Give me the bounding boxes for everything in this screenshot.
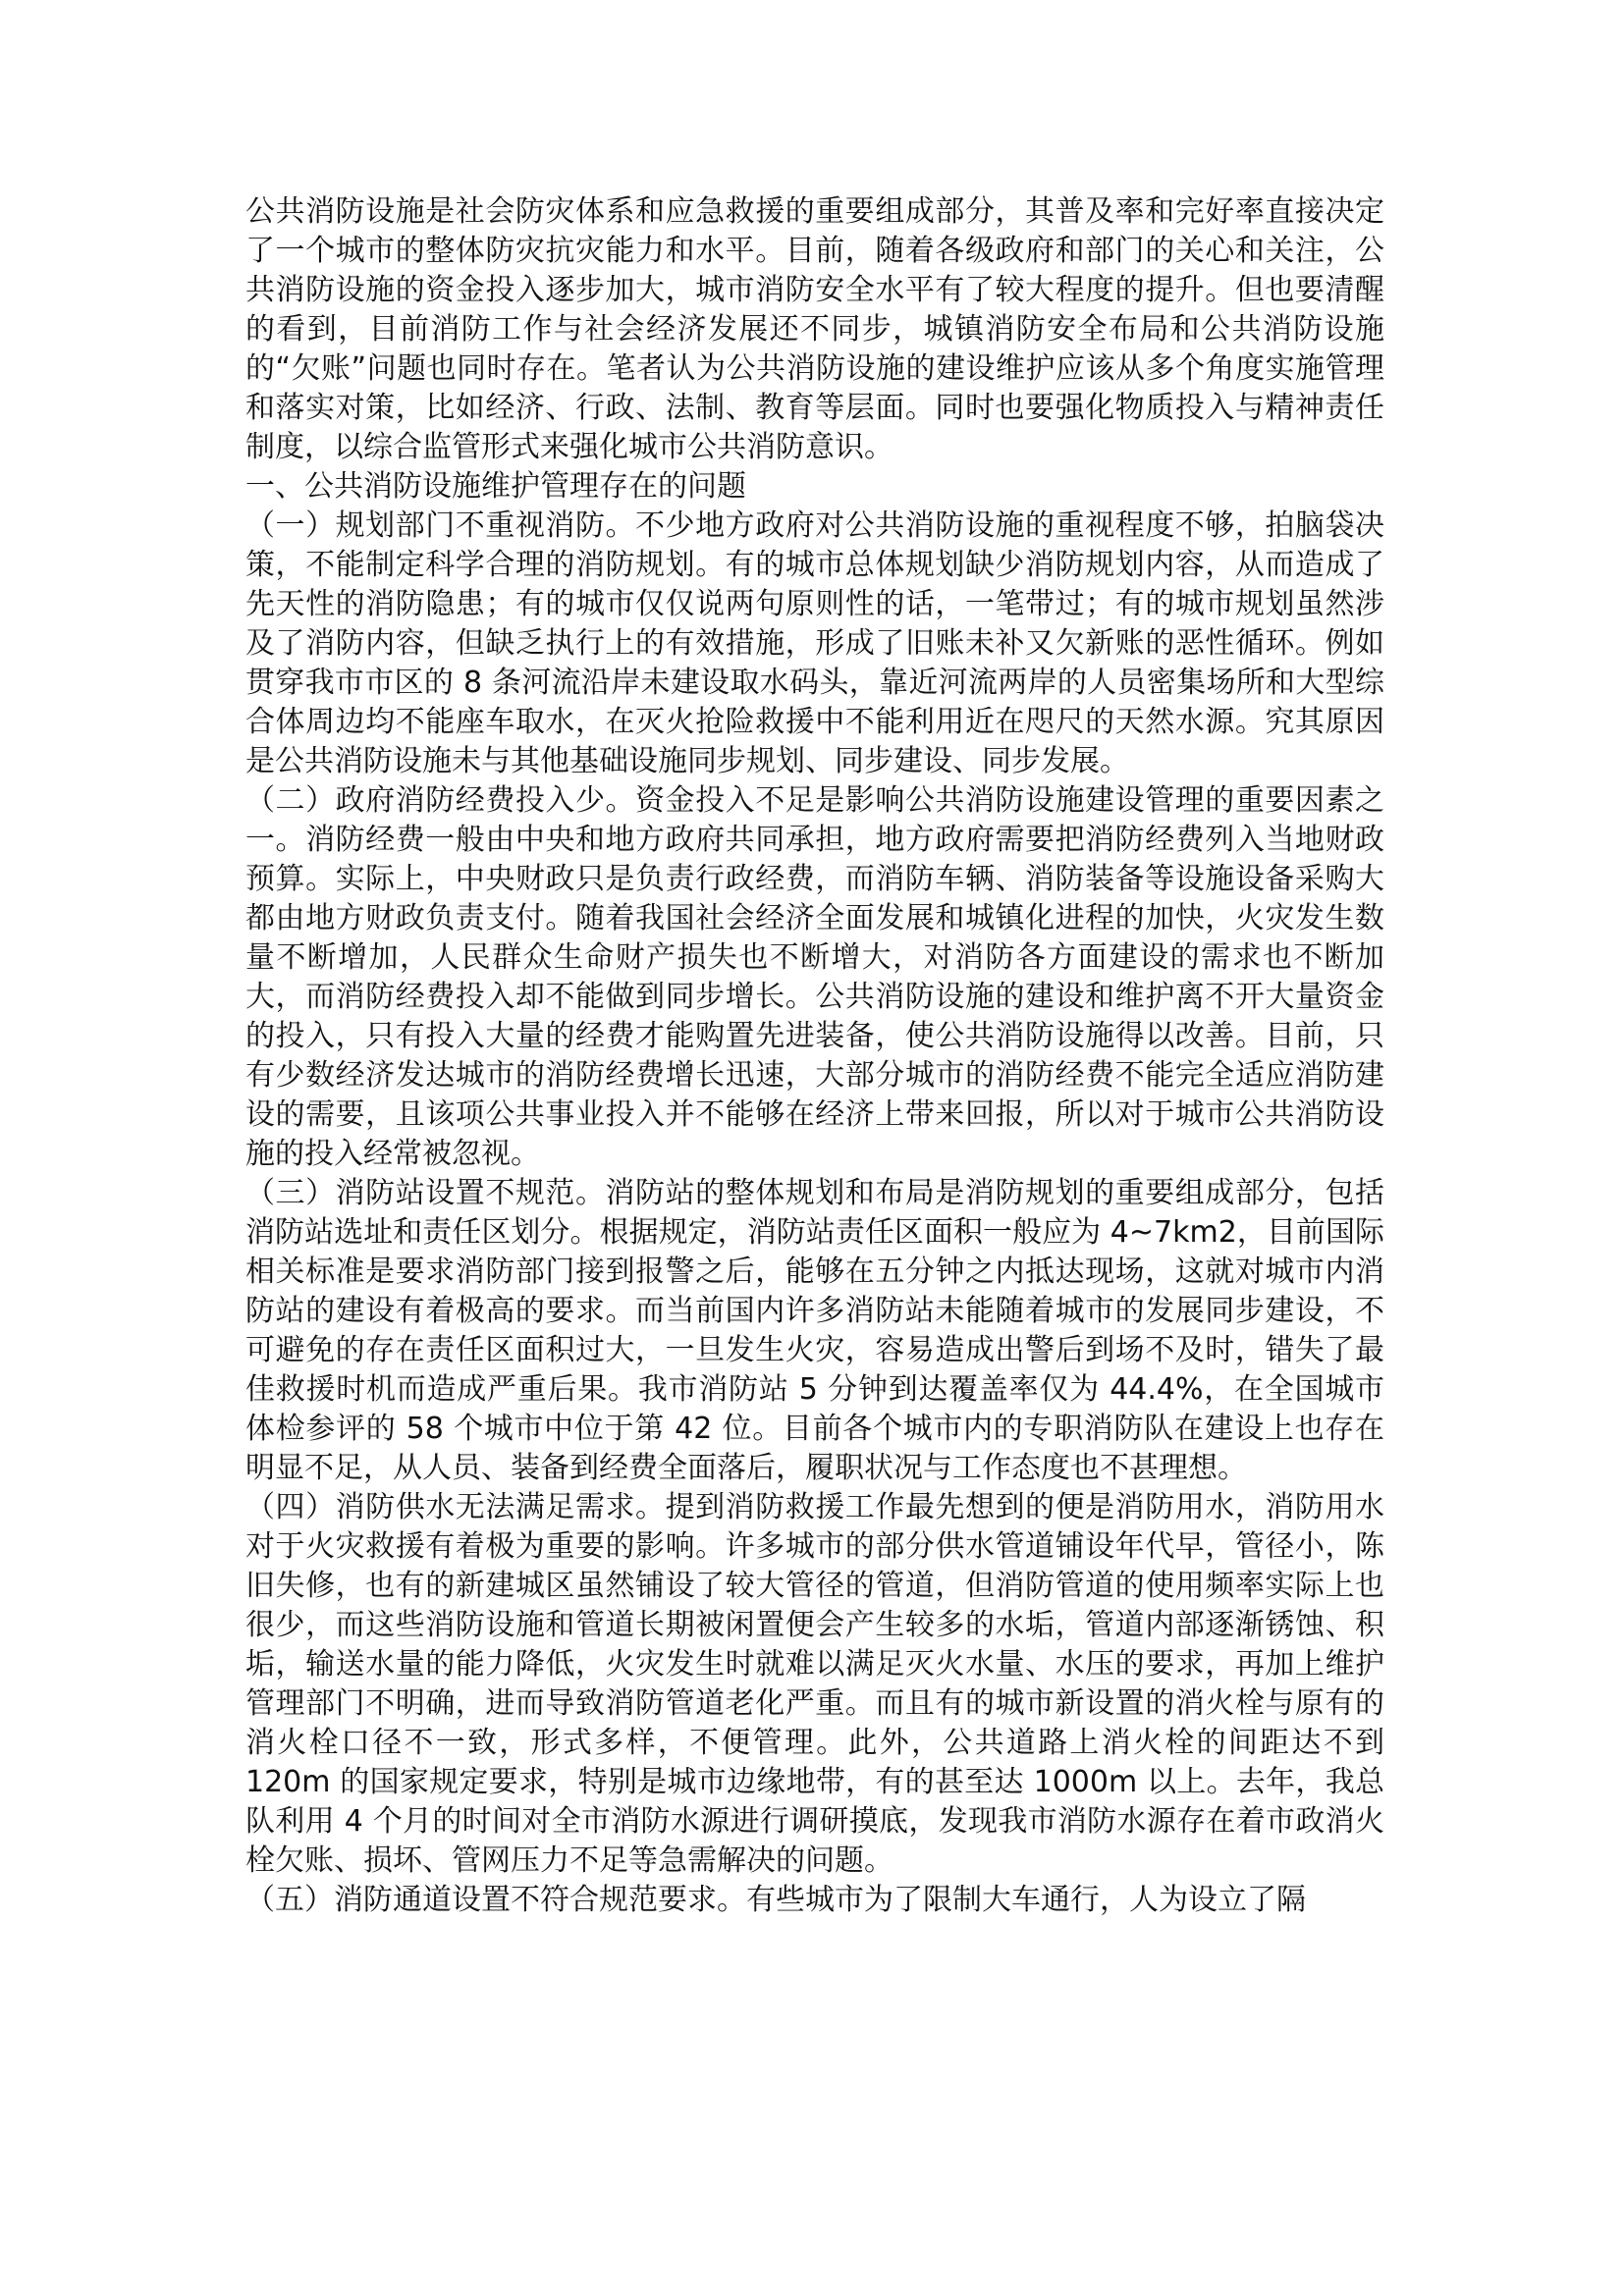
subsection-fire-lanes: （五）消防通道设置不符合规范要求。有些城市为了限制大车通行，人为设立了隔 xyxy=(245,1883,1306,1917)
subsection-funding: （二）政府消防经费投入少。资金投入不足是影响公共消防设施建设管理的重要因素之一。消防经费一般由中央和地方政府共同承担，地方政府需要把消防经费列入当地财政预算。实际上，中央财政只是负责行政经费，而消防车辆、消防装备等设施设备采购大都由地方财政负责支付。随着我国社会经济全面发展和城镇化进程的加快，火灾发生数量不断增加，人民群众生命财产损失也不断增大，对消防各方面建设的需求也不断加大，而消防经费投入却不能做到同步增长。公共消防设施的建设和维护离不开大量资金的投入，只有投入大量的经费才能购置先进装备，使公共消防设施得以改善。目前，只有少数经济发达城市的消防经费增长迅速，大部分城市的消防经费不能完全适应消防建设的需要，且该项公共事业投入并不能够在经济上带来回报，所以对于城市公共消防设施的投入经常被忽视。 xyxy=(245,783,1384,1171)
article-body xyxy=(245,192,1384,1920)
subsection-fire-stations: （三）消防站设置不规范。消防站的整体规划和布局是消防规划的重要组成部分，包括消防站选址和责任区划分。根据规定，消防站责任区面积一般应为 4~7km2，目前国际相关标准是要求消防部门接到报警之后，能够在五分钟之内抵达现场，这就对城市内消防站的建设有着极高的要求。而当前国内许多消防站未能随着城市的发展同步建设，不可避免的存在责任区面积过大，一旦发生火灾，容易造成出警后到场不及时，错失了最佳救援时机而造成严重后果。我市消防站 5 分钟到达覆盖率仅为 44.4%，在全国城市体检参评的 58 个城市中位于第 42 位。目前各个城市内的专职消防队在建设上也存在明显不足，从人员、装备到经费全面落后，履职状况与工作态度也不甚理想。 xyxy=(245,1176,1384,1485)
section-heading: 一、公共消防设施维护管理存在的问题 xyxy=(245,469,746,504)
intro-paragraph: 公共消防设施是社会防灾体系和应急救援的重要组成部分，其普及率和完好率直接决定了一个城市的整体防灾抗灾能力和水平。目前，随着各级政府和部门的关心和关注，公共消防设施的资金投入逐步加大，城市消防安全水平有了较大程度的提升。但也要清醒的看到，目前消防工作与社会经济发展还不同步，城镇消防安全布局和公共消防设施的“欠账”问题也同时存在。笔者认为公共消防设施的建设维护应该从多个角度实施管理和落实对策，比如经济、行政、法制、教育等层面。同时也要强化物质投入与精神责任制度，以综合监管形式来强化城市公共消防意识。 xyxy=(245,194,1384,464)
subsection-planning: （一）规划部门不重视消防。不少地方政府对公共消防设施的重视程度不够，拍脑袋决策，不能制定科学合理的消防规划。有的城市总体规划缺少消防规划内容，从而造成了先天性的消防隐患；有的城市仅仅说两句原则性的话，一笔带过；有的城市规划虽然涉及了消防内容，但缺乏执行上的有效措施，形成了旧账未补又欠新账的恶性循环。例如贯穿我市市区的 8 条河流沿岸未建设取水码头，靠近河流两岸的人员密集场所和大型综合体周边均不能座车取水，在灭火抢险救援中不能利用近在咫尺的天然水源。究其原因是公共消防设施未与其他基础设施同步规划、同步建设、同步发展。 xyxy=(245,508,1384,778)
subsection-water-supply: （四）消防供水无法满足需求。提到消防救援工作最先想到的便是消防用水，消防用水对于火灾救援有着极为重要的影响。许多城市的部分供水管道铺设年代早，管径小，陈旧失修，也有的新建城区虽然铺设了较大管径的管道，但消防管道的使用频率实际上也很少，而这些消防设施和管道长期被闲置便会产生较多的水垢，管道内部逐渐锈蚀、积垢，输送水量的能力降低，火灾发生时就难以满足灭火水量、水压的要求，再加上维护管理部门不明确，进而导致消防管道老化严重。而且有的城市新设置的消火栓与原有的消火栓口径不一致，形式多样，不便管理。此外，公共道路上消火栓的间距达不到 120m 的国家规定要求，特别是城市边缘地带，有的甚至达 1000m 以上。去年，我总队利用 4 个月的时间对全市消防水源进行调研摸底，发现我市消防水源存在着市政消火栓欠账、损坏、管网压力不足等急需解决的问题。 xyxy=(245,1490,1384,1878)
